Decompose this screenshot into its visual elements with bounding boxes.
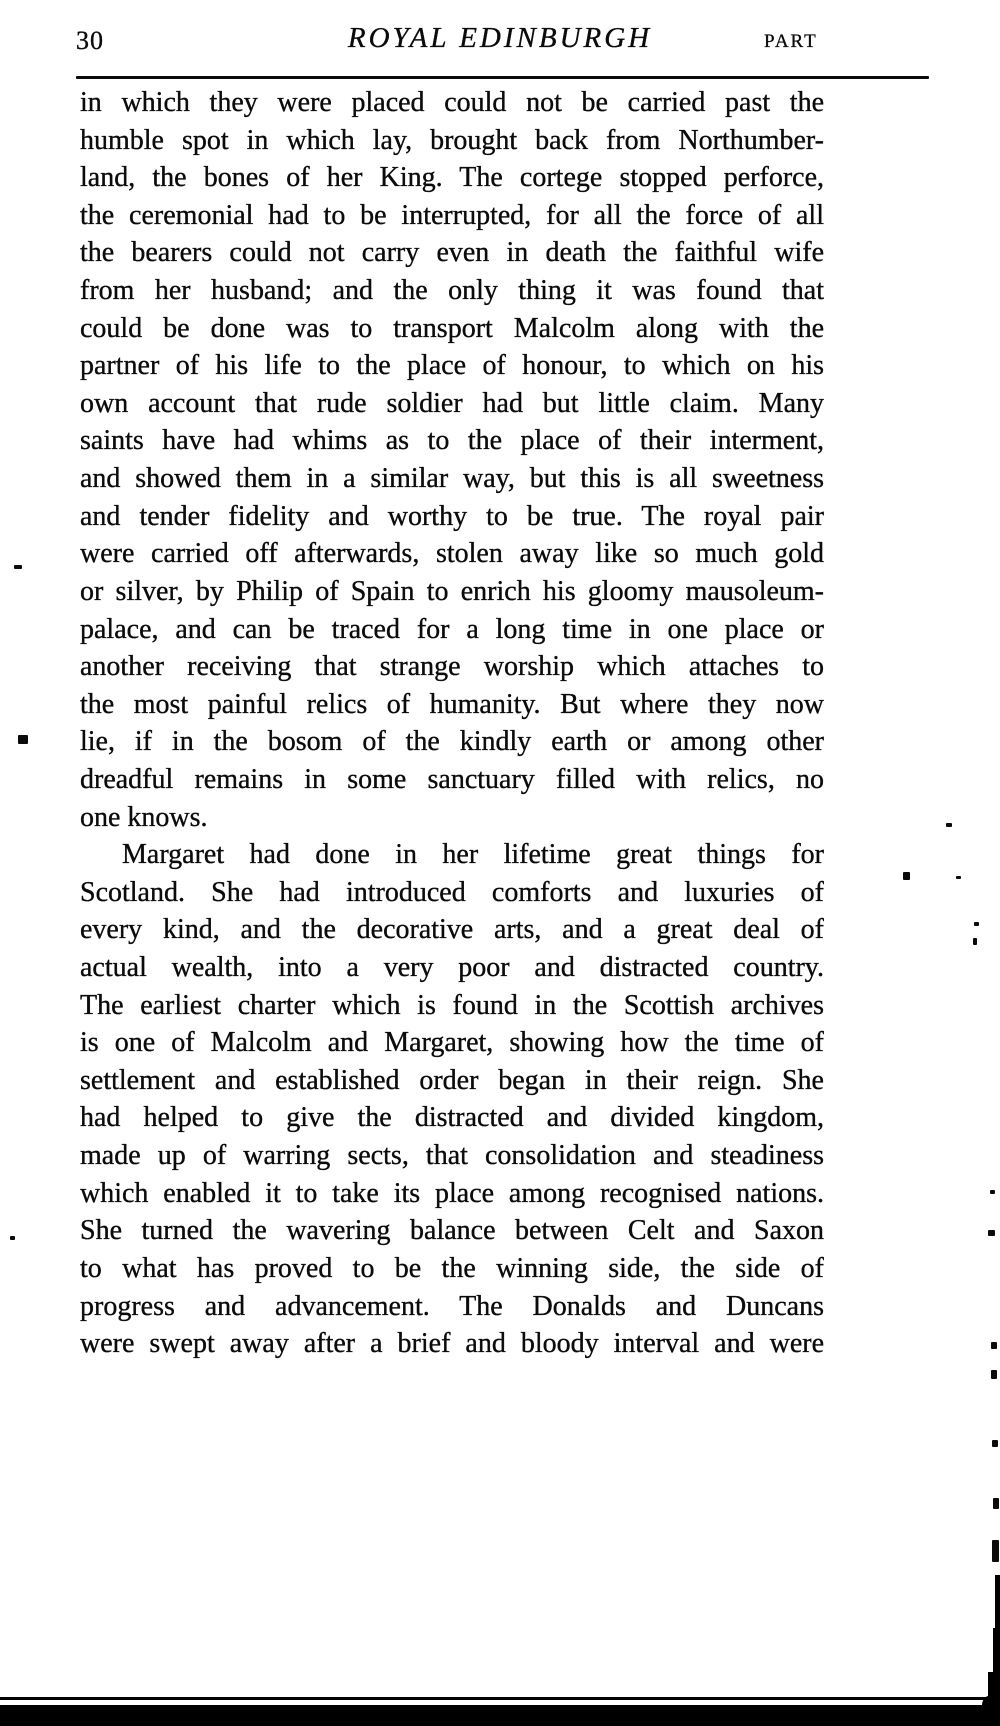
text-line: the ceremonial had to be interrupted, for all the force of all xyxy=(80,199,824,231)
scan-speck xyxy=(991,1370,997,1379)
text-line: had helped to give the distracted and divided kingdom, xyxy=(80,1102,824,1134)
text-line: saints have had whims as to the place of their interment, xyxy=(80,425,824,457)
scan-speck xyxy=(956,876,961,879)
text-line: every kind, and the decorative arts, and a great deal of xyxy=(80,914,824,946)
text-line: the bearers could not carry even in death the faithful wife xyxy=(80,237,824,269)
scan-edge-line-bottom xyxy=(0,1697,1000,1700)
text-line: one knows. xyxy=(80,801,208,833)
text-line: lie, if in the bosom of the kindly earth or among other xyxy=(80,726,824,758)
scan-speck xyxy=(10,1236,15,1240)
scan-speck xyxy=(973,938,977,945)
text-line: in which they were placed could not be carried past the xyxy=(80,87,824,118)
scan-speck xyxy=(988,1230,995,1236)
text-line: to what has proved to be the winning side, the side of xyxy=(80,1252,824,1284)
text-line: palace, and can be traced for a long time in one place or xyxy=(80,613,824,645)
text-line: from her husband; and the only thing it was found that xyxy=(80,275,824,307)
text-line: the most painful relics of humanity. But where they now xyxy=(80,688,824,720)
scan-speck xyxy=(990,1190,995,1194)
scan-speck xyxy=(992,1440,998,1447)
scan-speck xyxy=(903,872,910,880)
text-line: progress and advancement. The Donalds and Duncans xyxy=(80,1290,824,1322)
scan-speck xyxy=(14,565,22,569)
header-rule xyxy=(76,76,929,79)
text-line: were carried off afterwards, stolen away like so much gold xyxy=(80,538,824,570)
scan-speck xyxy=(946,823,952,827)
scan-speck xyxy=(993,1498,999,1509)
scan-edge-shadow-right xyxy=(995,1575,1000,1635)
scan-speck xyxy=(992,1540,999,1562)
text-line: settlement and established order began in their reign. She xyxy=(80,1064,824,1096)
page-number: 30 xyxy=(76,26,104,55)
text-line: humble spot in which lay, brought back from Northumber- xyxy=(80,124,824,156)
text-line: partner of his life to the place of honour, to which on his xyxy=(80,350,824,382)
scan-speck xyxy=(18,735,28,744)
text-line: another receiving that strange worship which attaches to xyxy=(80,651,824,683)
text-line: dreadful remains in some sanctuary filled with relics, no xyxy=(80,763,824,795)
text-line: own account that rude soldier had but little claim. Many xyxy=(80,387,824,419)
text-line: which enabled it to take its place among recognised nations. xyxy=(80,1177,824,1209)
text-line: and tender fidelity and worthy to be true. The royal pair xyxy=(80,500,824,532)
text-line: Scotland. She had introduced comforts and luxuries of xyxy=(80,876,824,908)
text-line: actual wealth, into a very poor and distracted country. xyxy=(80,952,824,984)
text-line: is one of Malcolm and Margaret, showing how the time of xyxy=(80,1027,824,1059)
scan-edge-shadow-bottom xyxy=(0,1705,1000,1726)
text-line: Margaret had done in her lifetime great things for xyxy=(122,839,824,871)
text-line: and showed them in a similar way, but this is all sweetness xyxy=(80,463,824,495)
text-line: made up of warring sects, that consolidation and steadiness xyxy=(80,1140,824,1172)
text-line: land, the bones of her King. The cortege stopped perforce, xyxy=(80,162,824,194)
scan-speck xyxy=(974,922,979,926)
running-header-part-label: PART xyxy=(764,31,818,52)
text-line: were swept away after a brief and bloody interval and were xyxy=(80,1328,824,1360)
text-line: She turned the wavering balance between Celt and Saxon xyxy=(80,1215,824,1247)
text-line: or silver, by Philip of Spain to enrich his gloomy mausoleum- xyxy=(80,575,824,607)
running-header-title: ROYAL EDINBURGH xyxy=(347,22,653,54)
text-block xyxy=(80,84,824,1363)
text-line: The earliest charter which is found in the Scottish archives xyxy=(80,989,824,1021)
scan-speck xyxy=(991,1342,997,1349)
text-line: could be done was to transport Malcolm along with the xyxy=(80,312,824,344)
